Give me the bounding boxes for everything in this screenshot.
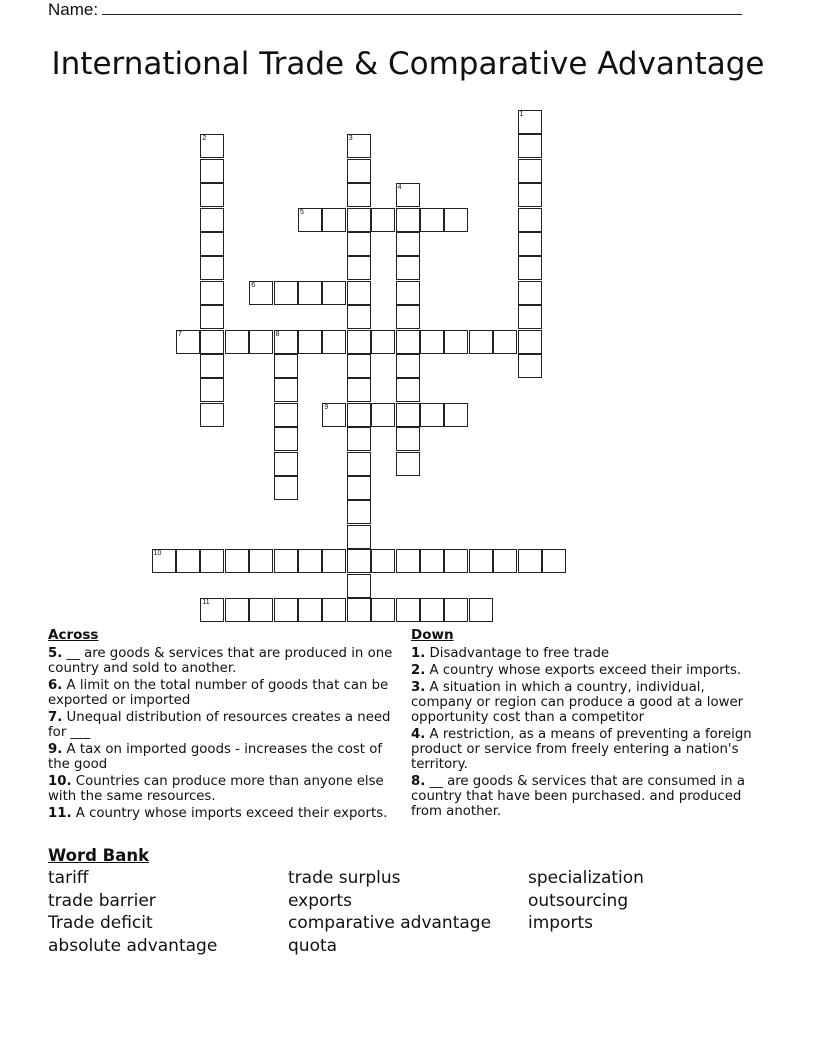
word-bank-item: absolute advantage [48, 935, 218, 956]
crossword-cell[interactable] [420, 403, 444, 427]
crossword-cell[interactable] [347, 281, 371, 305]
clue-text: A country whose imports exceed their exports. [71, 805, 388, 821]
down-clue-8 [411, 774, 756, 820]
crossword-cell[interactable] [347, 574, 371, 598]
crossword-cell[interactable] [371, 598, 395, 622]
across-clue-6 [48, 678, 393, 708]
crossword-cell[interactable] [444, 403, 468, 427]
crossword-cell[interactable] [347, 549, 371, 573]
crossword-cell[interactable] [298, 281, 322, 305]
crossword-cell[interactable] [396, 378, 420, 402]
crossword-cell[interactable] [249, 330, 273, 354]
cell-number: 1 [519, 111, 524, 118]
word-bank-item: specialization [528, 868, 644, 888]
crossword-cell[interactable] [176, 549, 200, 573]
crossword-cell[interactable] [469, 598, 493, 622]
word-bank-title: Word Bank [48, 846, 150, 865]
word-bank-item: exports [288, 890, 352, 911]
crossword-cell[interactable] [518, 549, 542, 573]
crossword-cell[interactable] [542, 549, 566, 573]
crossword-cell[interactable] [396, 256, 420, 280]
crossword-cell[interactable] [469, 549, 493, 573]
crossword-cell[interactable] [347, 256, 371, 280]
word-bank-item: comparative advantage [288, 913, 492, 933]
clue-number: 5. [48, 646, 63, 662]
word-bank-item: quota [288, 935, 338, 956]
clue-text: __ are goods & services that are consumed in a country that have been purchased. and produced from another. [411, 773, 745, 820]
crossword-cell[interactable] [347, 427, 371, 451]
down-clue-4 [411, 727, 756, 773]
crossword-cell[interactable] [322, 281, 346, 305]
crossword-cell[interactable] [298, 330, 322, 354]
crossword-cell[interactable] [518, 183, 542, 207]
clue-text: A restriction, as a means of preventing a foreign product or service from freely entering a nation's territory. [411, 726, 752, 773]
crossword-cell[interactable] [274, 354, 298, 378]
word-bank-item: outsourcing [528, 890, 629, 911]
crossword-cell[interactable] [518, 159, 542, 183]
crossword-cell[interactable] [347, 378, 371, 402]
crossword-cell[interactable] [249, 281, 273, 305]
word-bank-item: tariff [48, 868, 89, 888]
crossword-cell[interactable] [322, 403, 346, 427]
crossword-cell[interactable] [444, 330, 468, 354]
crossword-cell[interactable] [347, 452, 371, 476]
crossword-cell[interactable] [518, 208, 542, 232]
clue-text: A tax on imported goods - increases the cost of the good [48, 741, 383, 773]
crossword-cell[interactable] [371, 403, 395, 427]
down-heading: Down [411, 627, 454, 643]
crossword-cell[interactable] [518, 354, 542, 378]
clue-text: Countries can produce more than anyone else with the same resources. [48, 773, 384, 805]
crossword-cell[interactable] [274, 378, 298, 402]
clue-text: A limit on the total number of goods that can be exported or imported [48, 678, 389, 709]
crossword-cell[interactable] [200, 183, 224, 207]
word-bank-item: trade surplus [288, 868, 401, 888]
crossword-cell[interactable] [274, 476, 298, 500]
crossword-cell[interactable] [396, 452, 420, 476]
across-heading: Across [48, 627, 99, 643]
crossword-cell[interactable] [200, 159, 224, 183]
crossword-cell[interactable] [371, 549, 395, 573]
crossword-cell[interactable] [152, 549, 176, 573]
cell-number: 5 [300, 208, 304, 216]
crossword-cell[interactable] [518, 256, 542, 280]
crossword-cell[interactable] [274, 427, 298, 451]
crossword-cell[interactable] [274, 452, 298, 476]
crossword-cell[interactable] [347, 476, 371, 500]
across-clue-10 [48, 774, 393, 804]
crossword-cell[interactable] [347, 330, 371, 354]
crossword-cell[interactable] [225, 549, 249, 573]
word-bank-column-3 [528, 867, 644, 935]
crossword-cell[interactable] [347, 232, 371, 256]
clue-text: Unequal distribution of resources creates a need for ___ [48, 710, 391, 741]
across-clues [48, 628, 393, 822]
crossword-cell[interactable] [225, 330, 249, 354]
clue-number: 6. [48, 678, 63, 694]
clue-number: 1. [411, 646, 426, 662]
crossword-cell[interactable] [347, 208, 371, 232]
crossword-cell[interactable] [347, 354, 371, 378]
crossword-cell[interactable] [493, 330, 517, 354]
crossword-cell[interactable] [225, 598, 249, 622]
cell-number: 8 [275, 330, 280, 338]
crossword-cell[interactable] [322, 208, 346, 232]
crossword-cell[interactable] [200, 134, 224, 158]
crossword-cell[interactable] [396, 330, 420, 354]
cell-number: 6 [251, 281, 256, 289]
crossword-cell[interactable] [274, 281, 298, 305]
clue-number: 10. [48, 773, 72, 789]
crossword-cell[interactable] [322, 598, 346, 622]
crossword-cell[interactable] [298, 598, 322, 622]
crossword-cell[interactable] [347, 500, 371, 524]
crossword-cell[interactable] [396, 232, 420, 256]
crossword-cell[interactable] [322, 549, 346, 573]
cell-number: 3 [348, 135, 353, 143]
crossword-cell[interactable] [200, 598, 224, 622]
crossword-cell[interactable] [518, 232, 542, 256]
crossword-cell[interactable] [347, 403, 371, 427]
crossword-cell[interactable] [347, 305, 371, 329]
cell-number: 2 [202, 135, 207, 143]
clue-text: __ are goods & services that are produced in one country and sold to another. [48, 646, 393, 677]
clue-text: A situation in which a country, individual, company or region can produce a good at a lower opportunity cost than a competitor [411, 679, 744, 726]
crossword-cell[interactable] [274, 403, 298, 427]
crossword-cell[interactable] [371, 330, 395, 354]
clue-number: 7. [48, 710, 63, 726]
crossword-cell[interactable] [396, 208, 420, 232]
crossword-cell[interactable] [444, 208, 468, 232]
crossword-cell[interactable] [274, 598, 298, 622]
crossword-cell[interactable] [396, 354, 420, 378]
word-bank-column-2 [288, 867, 491, 957]
crossword-cell[interactable] [420, 208, 444, 232]
crossword-cell[interactable] [200, 232, 224, 256]
word-bank-item: Trade deficit [48, 913, 153, 933]
crossword-cell[interactable] [444, 549, 468, 573]
crossword-cell[interactable] [200, 305, 224, 329]
crossword-cell[interactable] [396, 305, 420, 329]
clue-text: A country whose exports exceed their imports. [425, 662, 742, 678]
crossword-cell[interactable] [249, 549, 273, 573]
down-clue-3 [411, 680, 756, 726]
crossword-cell[interactable] [396, 403, 420, 427]
across-clue-11 [48, 806, 393, 821]
crossword-cell[interactable] [396, 281, 420, 305]
crossword-cell[interactable] [274, 549, 298, 573]
crossword-cell[interactable] [518, 281, 542, 305]
crossword-cell[interactable] [200, 208, 224, 232]
crossword-cell[interactable] [396, 183, 420, 207]
clue-text: Disadvantage to free trade [425, 646, 610, 662]
crossword-cell[interactable] [396, 549, 420, 573]
clue-number: 8. [411, 773, 426, 789]
down-clue-1 [411, 646, 756, 661]
crossword-cell[interactable] [274, 330, 298, 354]
word-bank-item: trade barrier [48, 890, 156, 911]
cell-number: 9 [324, 403, 329, 411]
cell-number: 11 [202, 599, 210, 606]
crossword-cell[interactable] [469, 330, 493, 354]
crossword-cell[interactable] [518, 110, 542, 134]
crossword-cell[interactable] [518, 305, 542, 329]
down-clues [411, 628, 756, 821]
crossword-cell[interactable] [200, 403, 224, 427]
crossword-cell[interactable] [200, 549, 224, 573]
crossword-cell[interactable] [518, 134, 542, 158]
down-clue-2 [411, 663, 756, 678]
cell-number: 4 [397, 184, 402, 192]
crossword-cell[interactable] [420, 598, 444, 622]
crossword-cell[interactable] [347, 525, 371, 549]
clue-number: 11. [48, 805, 72, 821]
word-bank-column-1 [48, 867, 217, 957]
clue-number: 9. [48, 741, 63, 757]
crossword-cell[interactable] [347, 159, 371, 183]
crossword-cell[interactable] [347, 134, 371, 158]
crossword-cell[interactable] [396, 427, 420, 451]
crossword-cell[interactable] [298, 549, 322, 573]
crossword-cell[interactable] [347, 183, 371, 207]
clue-number: 2. [411, 662, 426, 678]
crossword-cell[interactable] [200, 330, 224, 354]
across-clue-5 [48, 646, 393, 676]
word-bank-item: imports [528, 913, 593, 933]
clue-number: 4. [411, 726, 426, 742]
crossword-cell[interactable] [518, 330, 542, 354]
crossword-cell[interactable] [322, 330, 346, 354]
crossword-cell[interactable] [493, 549, 517, 573]
crossword-cell[interactable] [176, 330, 200, 354]
crossword-cell[interactable] [249, 598, 273, 622]
cell-number: 10 [153, 550, 162, 558]
cell-number: 7 [178, 330, 182, 338]
crossword-cell[interactable] [420, 549, 444, 573]
name-label: Name: [48, 0, 99, 19]
crossword-cell[interactable] [200, 281, 224, 305]
crossword-cell[interactable] [420, 330, 444, 354]
crossword-cell[interactable] [298, 208, 322, 232]
crossword-cell[interactable] [200, 256, 224, 280]
across-clue-9 [48, 742, 393, 772]
across-clue-7 [48, 710, 393, 740]
crossword-cell[interactable] [396, 598, 420, 622]
crossword-cell[interactable] [347, 598, 371, 622]
page-title: International Trade & Comparative Advantage [51, 46, 765, 82]
clue-number: 3. [411, 679, 426, 695]
crossword-cell[interactable] [371, 208, 395, 232]
crossword-cell[interactable] [444, 598, 468, 622]
crossword-cell[interactable] [200, 354, 224, 378]
crossword-cell[interactable] [200, 378, 224, 402]
